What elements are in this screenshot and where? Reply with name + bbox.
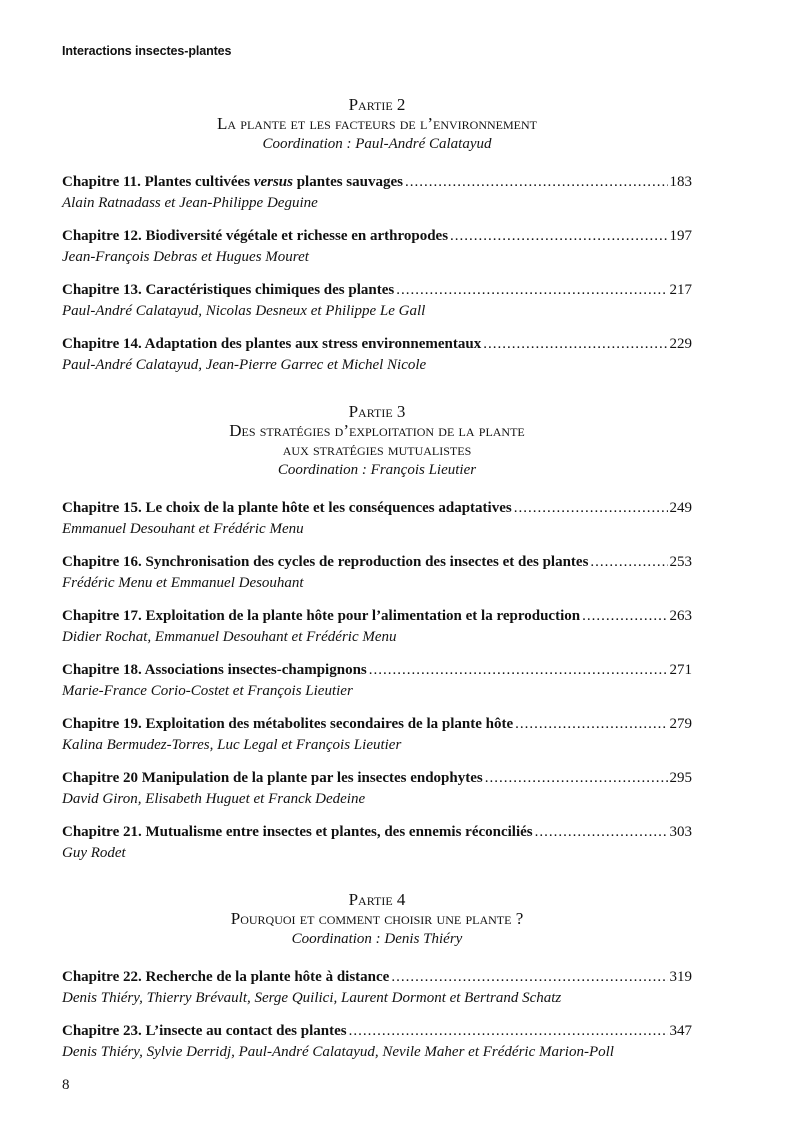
- italic-word: versus: [253, 174, 293, 190]
- chapter-page: 319: [669, 969, 692, 985]
- chapter-title: Chapitre 11. Plantes cultivées versus plantes sauvages: [62, 174, 403, 190]
- running-head: Interactions insectes-plantes: [62, 44, 232, 58]
- toc-entry[interactable]: [62, 768, 692, 810]
- chapter-page: 197: [669, 228, 692, 244]
- table-of-contents: [62, 95, 692, 1075]
- chapter-title: Chapitre 23. L’insecte au contact des plantes: [62, 1023, 347, 1039]
- toc-entry[interactable]: [62, 226, 692, 268]
- toc-entry[interactable]: [62, 498, 692, 540]
- chapter-page: 271: [669, 662, 692, 678]
- chapter-page: 217: [669, 282, 692, 298]
- part-title: Des stratégies d’exploitation de la plante aux stratégies mutualistes: [229, 421, 525, 459]
- toc-entry[interactable]: [62, 1021, 692, 1063]
- toc-entry[interactable]: [62, 967, 692, 1009]
- part-heading: [62, 890, 692, 950]
- dot-leader: [514, 498, 668, 519]
- toc-entry[interactable]: [62, 334, 692, 376]
- dot-leader: [582, 606, 667, 627]
- dot-leader: [349, 1021, 668, 1042]
- part-coordination: Coordination : François Lieutier: [277, 462, 477, 478]
- chapter-page: 229: [669, 336, 692, 352]
- toc-entry[interactable]: [62, 280, 692, 322]
- chapter-title: Chapitre 14. Adaptation des plantes aux stress environnementaux: [62, 336, 482, 352]
- chapter-authors: Marie-France Corio-Costet et François Lieutier: [62, 683, 353, 699]
- part-coordination: Coordination : Paul-André Calatayud: [262, 136, 492, 152]
- part-coordination: Coordination : Denis Thiéry: [291, 931, 463, 947]
- toc-entry[interactable]: [62, 552, 692, 594]
- chapter-authors: David Giron, Elisabeth Huguet et Franck Dedeine: [62, 791, 366, 807]
- chapter-page: 347: [669, 1023, 692, 1039]
- dot-leader: [590, 552, 667, 573]
- chapter-page: 263: [669, 608, 692, 624]
- chapter-authors: Paul-André Calatayud, Jean-Pierre Garrec et Michel Nicole: [62, 357, 427, 373]
- toc-entry[interactable]: [62, 172, 692, 214]
- toc-entry[interactable]: [62, 606, 692, 648]
- chapter-authors: Denis Thiéry, Thierry Brévault, Serge Quilici, Laurent Dormont et Bertrand Schatz: [62, 990, 562, 1006]
- toc-entry[interactable]: [62, 822, 692, 864]
- chapter-authors: Denis Thiéry, Sylvie Derridj, Paul-André Calatayud, Nevile Maher et Frédéric Marion-Poll: [62, 1044, 614, 1060]
- dot-leader: [369, 660, 668, 681]
- chapter-title: Chapitre 22. Recherche de la plante hôte à distance: [62, 969, 390, 985]
- chapter-page: 279: [669, 716, 692, 732]
- dot-leader: [535, 822, 668, 843]
- part-heading: [62, 95, 692, 155]
- chapter-page: 295: [669, 770, 692, 786]
- dot-leader: [405, 172, 668, 193]
- toc-entry[interactable]: [62, 714, 692, 756]
- dot-leader: [515, 714, 667, 735]
- part-label: Partie 3: [348, 402, 406, 421]
- chapter-authors: Frédéric Menu et Emmanuel Desouhant: [62, 575, 304, 591]
- chapter-title: Chapitre 16. Synchronisation des cycles de reproduction des insectes et des plantes: [62, 554, 589, 570]
- toc-entry[interactable]: [62, 660, 692, 702]
- chapter-authors: Paul-André Calatayud, Nicolas Desneux et Philippe Le Gall: [62, 303, 426, 319]
- chapter-title: Chapitre 18. Associations insectes-champignons: [62, 662, 367, 678]
- chapter-authors: Kalina Bermudez-Torres, Luc Legal et François Lieutier: [62, 737, 402, 753]
- dot-leader: [483, 334, 667, 355]
- chapter-authors: Alain Ratnadass et Jean-Philippe Deguine: [62, 195, 318, 211]
- chapter-page: 183: [669, 174, 692, 190]
- dot-leader: [450, 226, 667, 247]
- part-label: Partie 4: [348, 890, 406, 909]
- dot-leader: [391, 967, 667, 988]
- chapter-title: Chapitre 13. Caractéristiques chimiques des plantes: [62, 282, 395, 298]
- chapter-authors: Guy Rodet: [62, 845, 126, 861]
- part-title: Pourquoi et comment choisir une plante ?: [230, 909, 524, 928]
- chapter-title: Chapitre 17. Exploitation de la plante hôte pour l’alimentation et la reproduction: [62, 608, 581, 624]
- chapter-page: 253: [669, 554, 692, 570]
- chapter-title: Chapitre 19. Exploitation des métabolites secondaires de la plante hôte: [62, 716, 514, 732]
- chapter-page: 303: [669, 824, 692, 840]
- part-heading: [62, 402, 692, 481]
- chapter-title: Chapitre 20 Manipulation de la plante par les insectes endophytes: [62, 770, 483, 786]
- chapter-title: Chapitre 21. Mutualisme entre insectes et plantes, des ennemis réconciliés: [62, 824, 533, 840]
- chapter-authors: Didier Rochat, Emmanuel Desouhant et Frédéric Menu: [62, 629, 397, 645]
- part-label: Partie 2: [348, 95, 406, 114]
- chapter-authors: Jean-François Debras et Hugues Mouret: [62, 249, 309, 265]
- chapter-title: Chapitre 15. Le choix de la plante hôte et les conséquences adaptatives: [62, 500, 512, 516]
- chapter-authors: Emmanuel Desouhant et Frédéric Menu: [62, 521, 304, 537]
- page-number: 8: [62, 1077, 70, 1093]
- chapter-page: 249: [669, 500, 692, 516]
- dot-leader: [396, 280, 667, 301]
- part-title: La plante et les facteurs de l’environnement: [217, 114, 537, 133]
- chapter-title: Chapitre 12. Biodiversité végétale et richesse en arthropodes: [62, 228, 449, 244]
- dot-leader: [485, 768, 668, 789]
